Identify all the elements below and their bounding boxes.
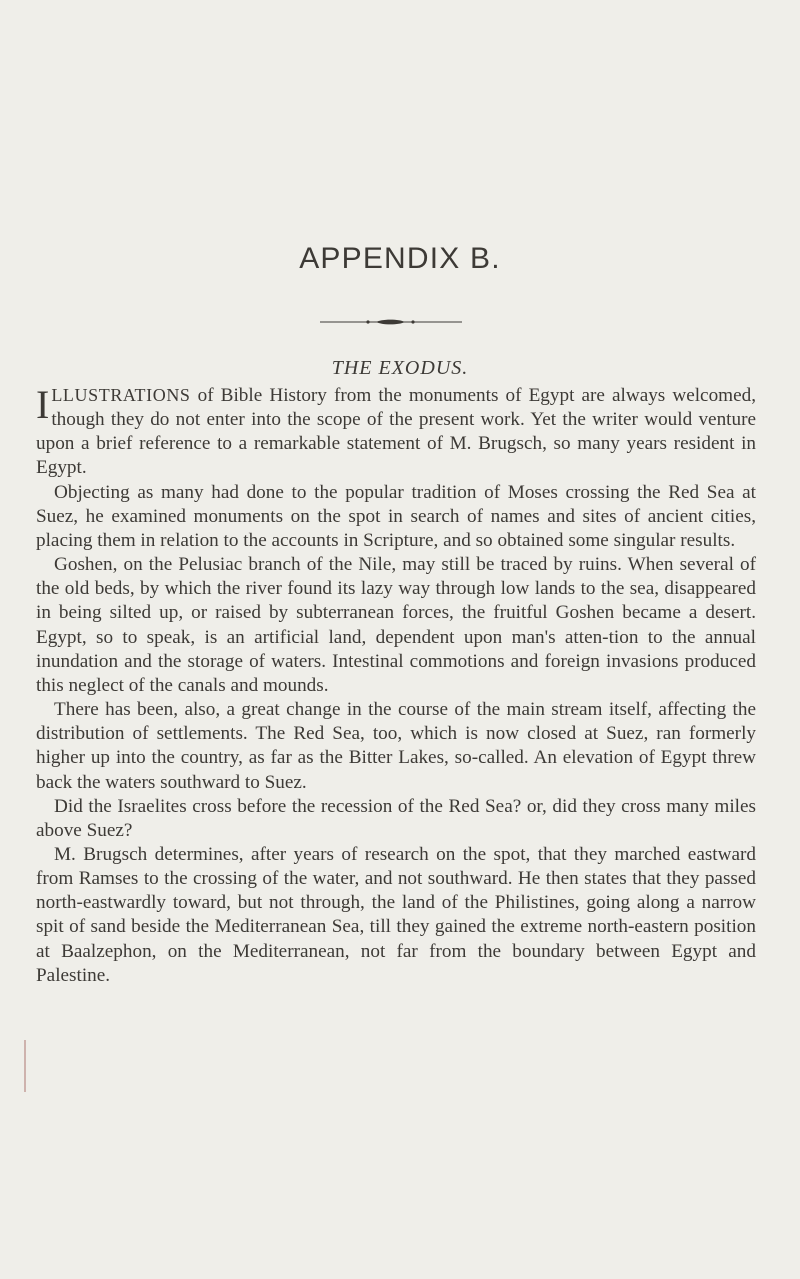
body-text [36, 383, 756, 988]
paragraph-1 [36, 383, 756, 481]
appendix-title: APPENDIX B. [299, 242, 501, 275]
paragraph-4: There has been, also, a great change in the course of the main stream itself, affecting the distribution of settlements. The Red Sea, too, which is now closed at Suez, ran formerly higher up into the country, as far as the Bitter Lakes, so-called. An elevation of Egypt threw back the waters southward to Suez. [36, 699, 756, 793]
paragraph-2: Objecting as many had done to the popular tradition of Moses crossing the Red Sea at Suez, he examined monuments on the spot in search of names and sites of ancient cities, placing them in relation to the accounts in Scripture, and so obtained some singular results. [36, 481, 756, 551]
paragraph-6: M. Brugsch determines, after years of research on the spot, that they marched eastward from Ramses to the crossing of the water, and not southward. He then states that they passed north-eastwardly toward, but not through, the land of the Philistines, going along a narrow spit of sand beside the Mediterranean Sea, till they gained the extreme north-eastern position at Baalzephon, on the Mediterranean, not far from the boundary between Egypt and Palestine. [36, 843, 756, 986]
opening-word: LLUSTRATIONS [51, 385, 191, 405]
paragraph-3: Goshen, on the Pelusiac branch of the Nile, may still be traced by ruins. When several of the old beds, by which the river found its lazy way through low lands to the sea, disappeared in being silted up, or raised by subterranean forces, the fruitful Goshen became a desert. Egypt, so to speak, is an artificial land, dependent upon man's atten-tion to the annual inundation and the storage of waters. Intestinal commotions and foreign invasions produced this neglect of the canals and mounds. [36, 554, 756, 696]
section-subtitle: THE EXODUS. [331, 357, 469, 379]
paragraph-1-text: of Bible History from the monuments of Egypt are always welcomed, though they do not enter into the scope of the present work. Yet the writer would venture upon a brief reference to a remarkable statement of M. Brugsch, so many years resident in Egypt. [36, 385, 756, 479]
paragraph-5: Did the Israelites cross before the recession of the Red Sea? or, did they cross many miles above Suez? [36, 795, 756, 841]
margin-pencil-mark [24, 1040, 26, 1092]
drop-cap: I [36, 382, 50, 427]
ornamental-rule-divider [320, 318, 462, 326]
